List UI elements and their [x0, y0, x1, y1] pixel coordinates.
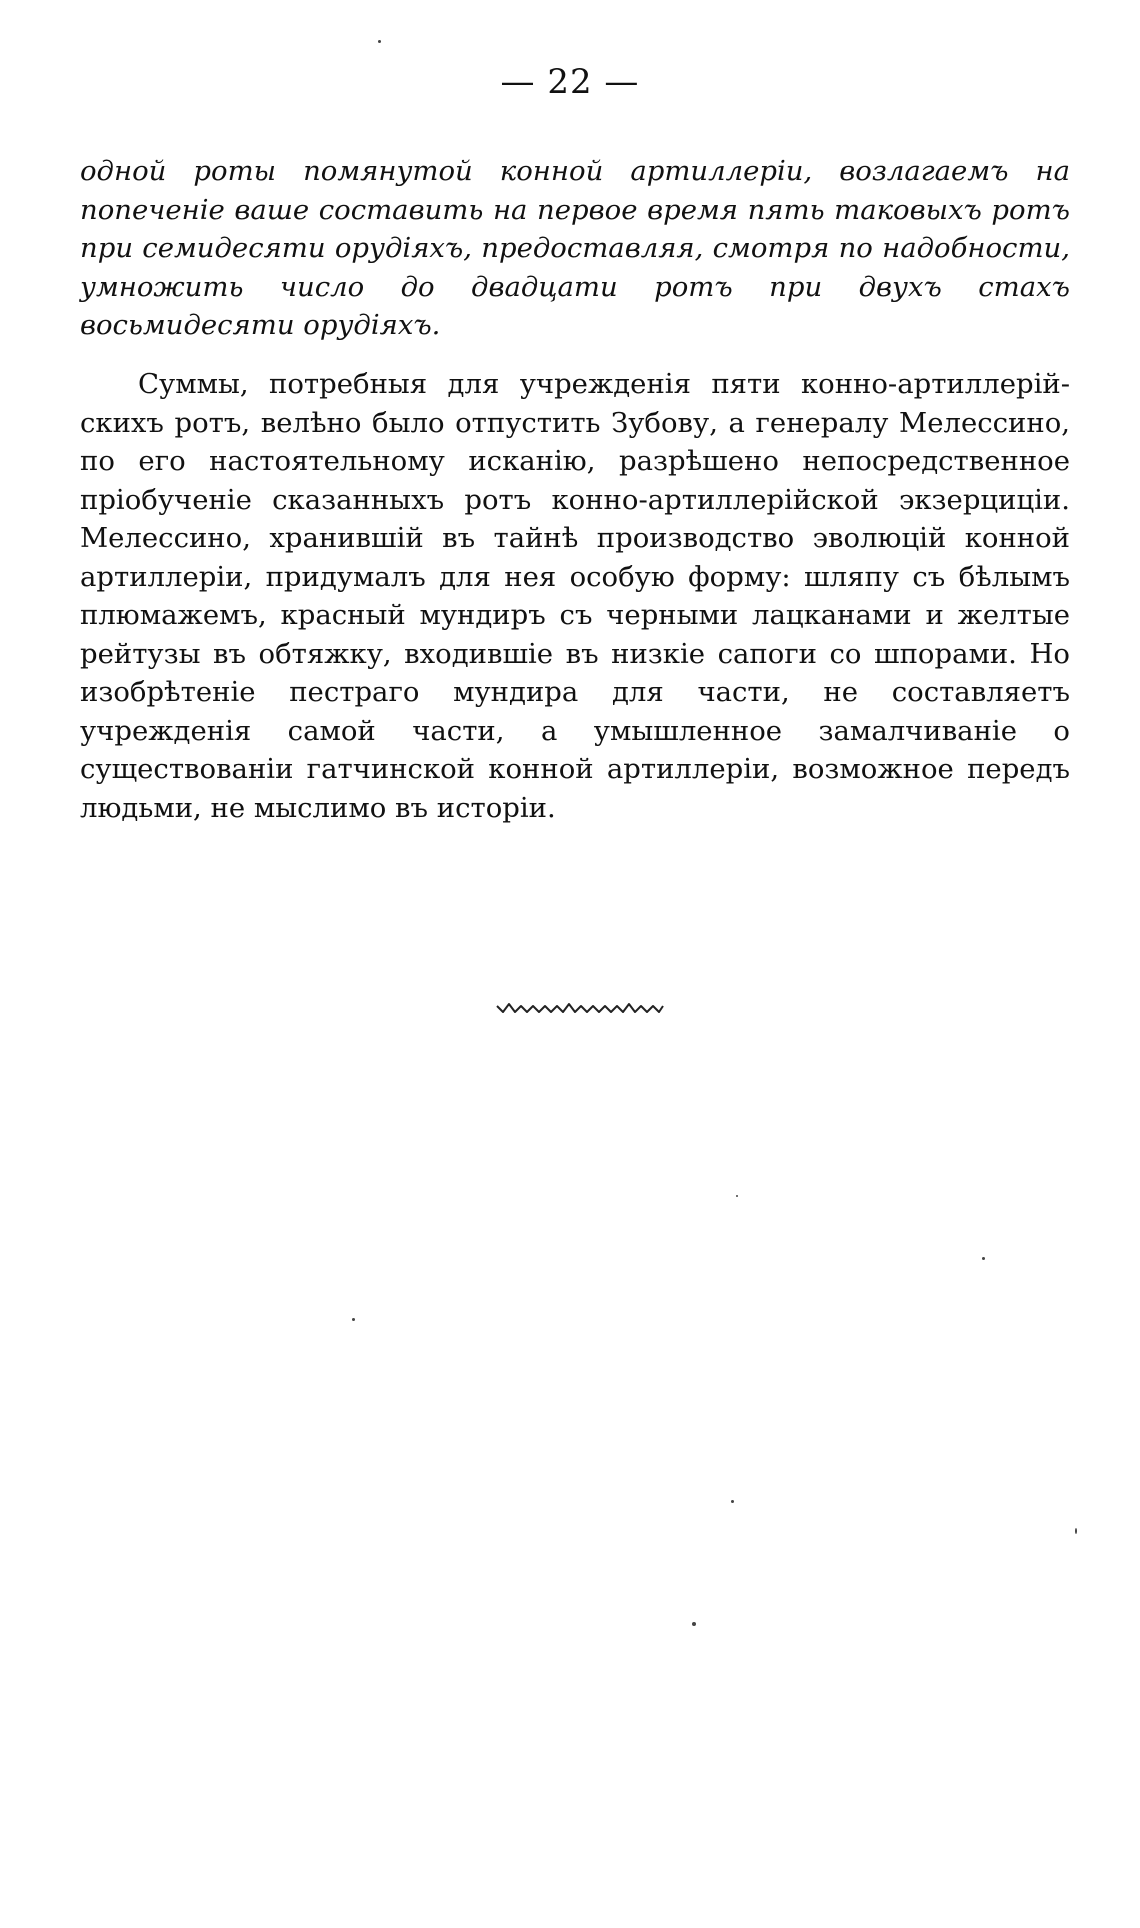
- paragraph-emphasis-1: пріобученіе: [80, 483, 252, 516]
- quote-paragraph: одной роты помянутой конной артиллеріи, возлагаемъ на попеченіе ваше составить на первое время пять таковыхъ ротъ при семидесяти орудіяхъ, предоставляя, смотря по надобности, умножить число до двадцати ротъ при двухъ стахъ восьмидесяти орудіяхъ.: [80, 155, 1070, 341]
- paper-speck: [692, 1622, 696, 1626]
- paper-speck: [1075, 1528, 1077, 1534]
- paragraph-text-2: сказанныхъ ротъ: [251, 483, 552, 516]
- paper-speck: [982, 1257, 985, 1260]
- main-paragraph: [80, 365, 1070, 827]
- wavy-line-ornament-icon: [495, 998, 665, 1018]
- paper-speck: [352, 1318, 355, 1321]
- paper-speck: [378, 40, 381, 43]
- page-number: — 22 —: [500, 62, 640, 102]
- paper-speck: [736, 1195, 738, 1197]
- paper-speck: [731, 1500, 734, 1503]
- paragraph-emphasis-2: конно-артиллерійской экзерциціи.: [551, 483, 1070, 516]
- paragraph-text-1: Суммы, потребныя для учрежденія пяти конно-артиллерій-скихъ ротъ, велѣно было отпустить Зубову, а генералу Мелессино, по его настоятельному исканію, разрѣшено непосредственное: [80, 368, 1070, 477]
- paragraph-text-3: Мелессино, хранившій въ тайнѣ производство эволюцій конной артиллеріи, придумалъ для нея особую форму: шляпу съ бѣлымъ плюмажемъ, красный мундиръ съ черными лацканами и желтые рейтузы въ обтяжку, входившіе въ низкіе сапоги со шпорами. Но изобрѣтеніе пестраго мундира для части, не составляетъ учрежденія самой части, а умышленное замалчиваніе о существованіи гатчинской конной артиллеріи, возможное передъ людьми, не мыслимо въ исторіи.: [80, 522, 1070, 824]
